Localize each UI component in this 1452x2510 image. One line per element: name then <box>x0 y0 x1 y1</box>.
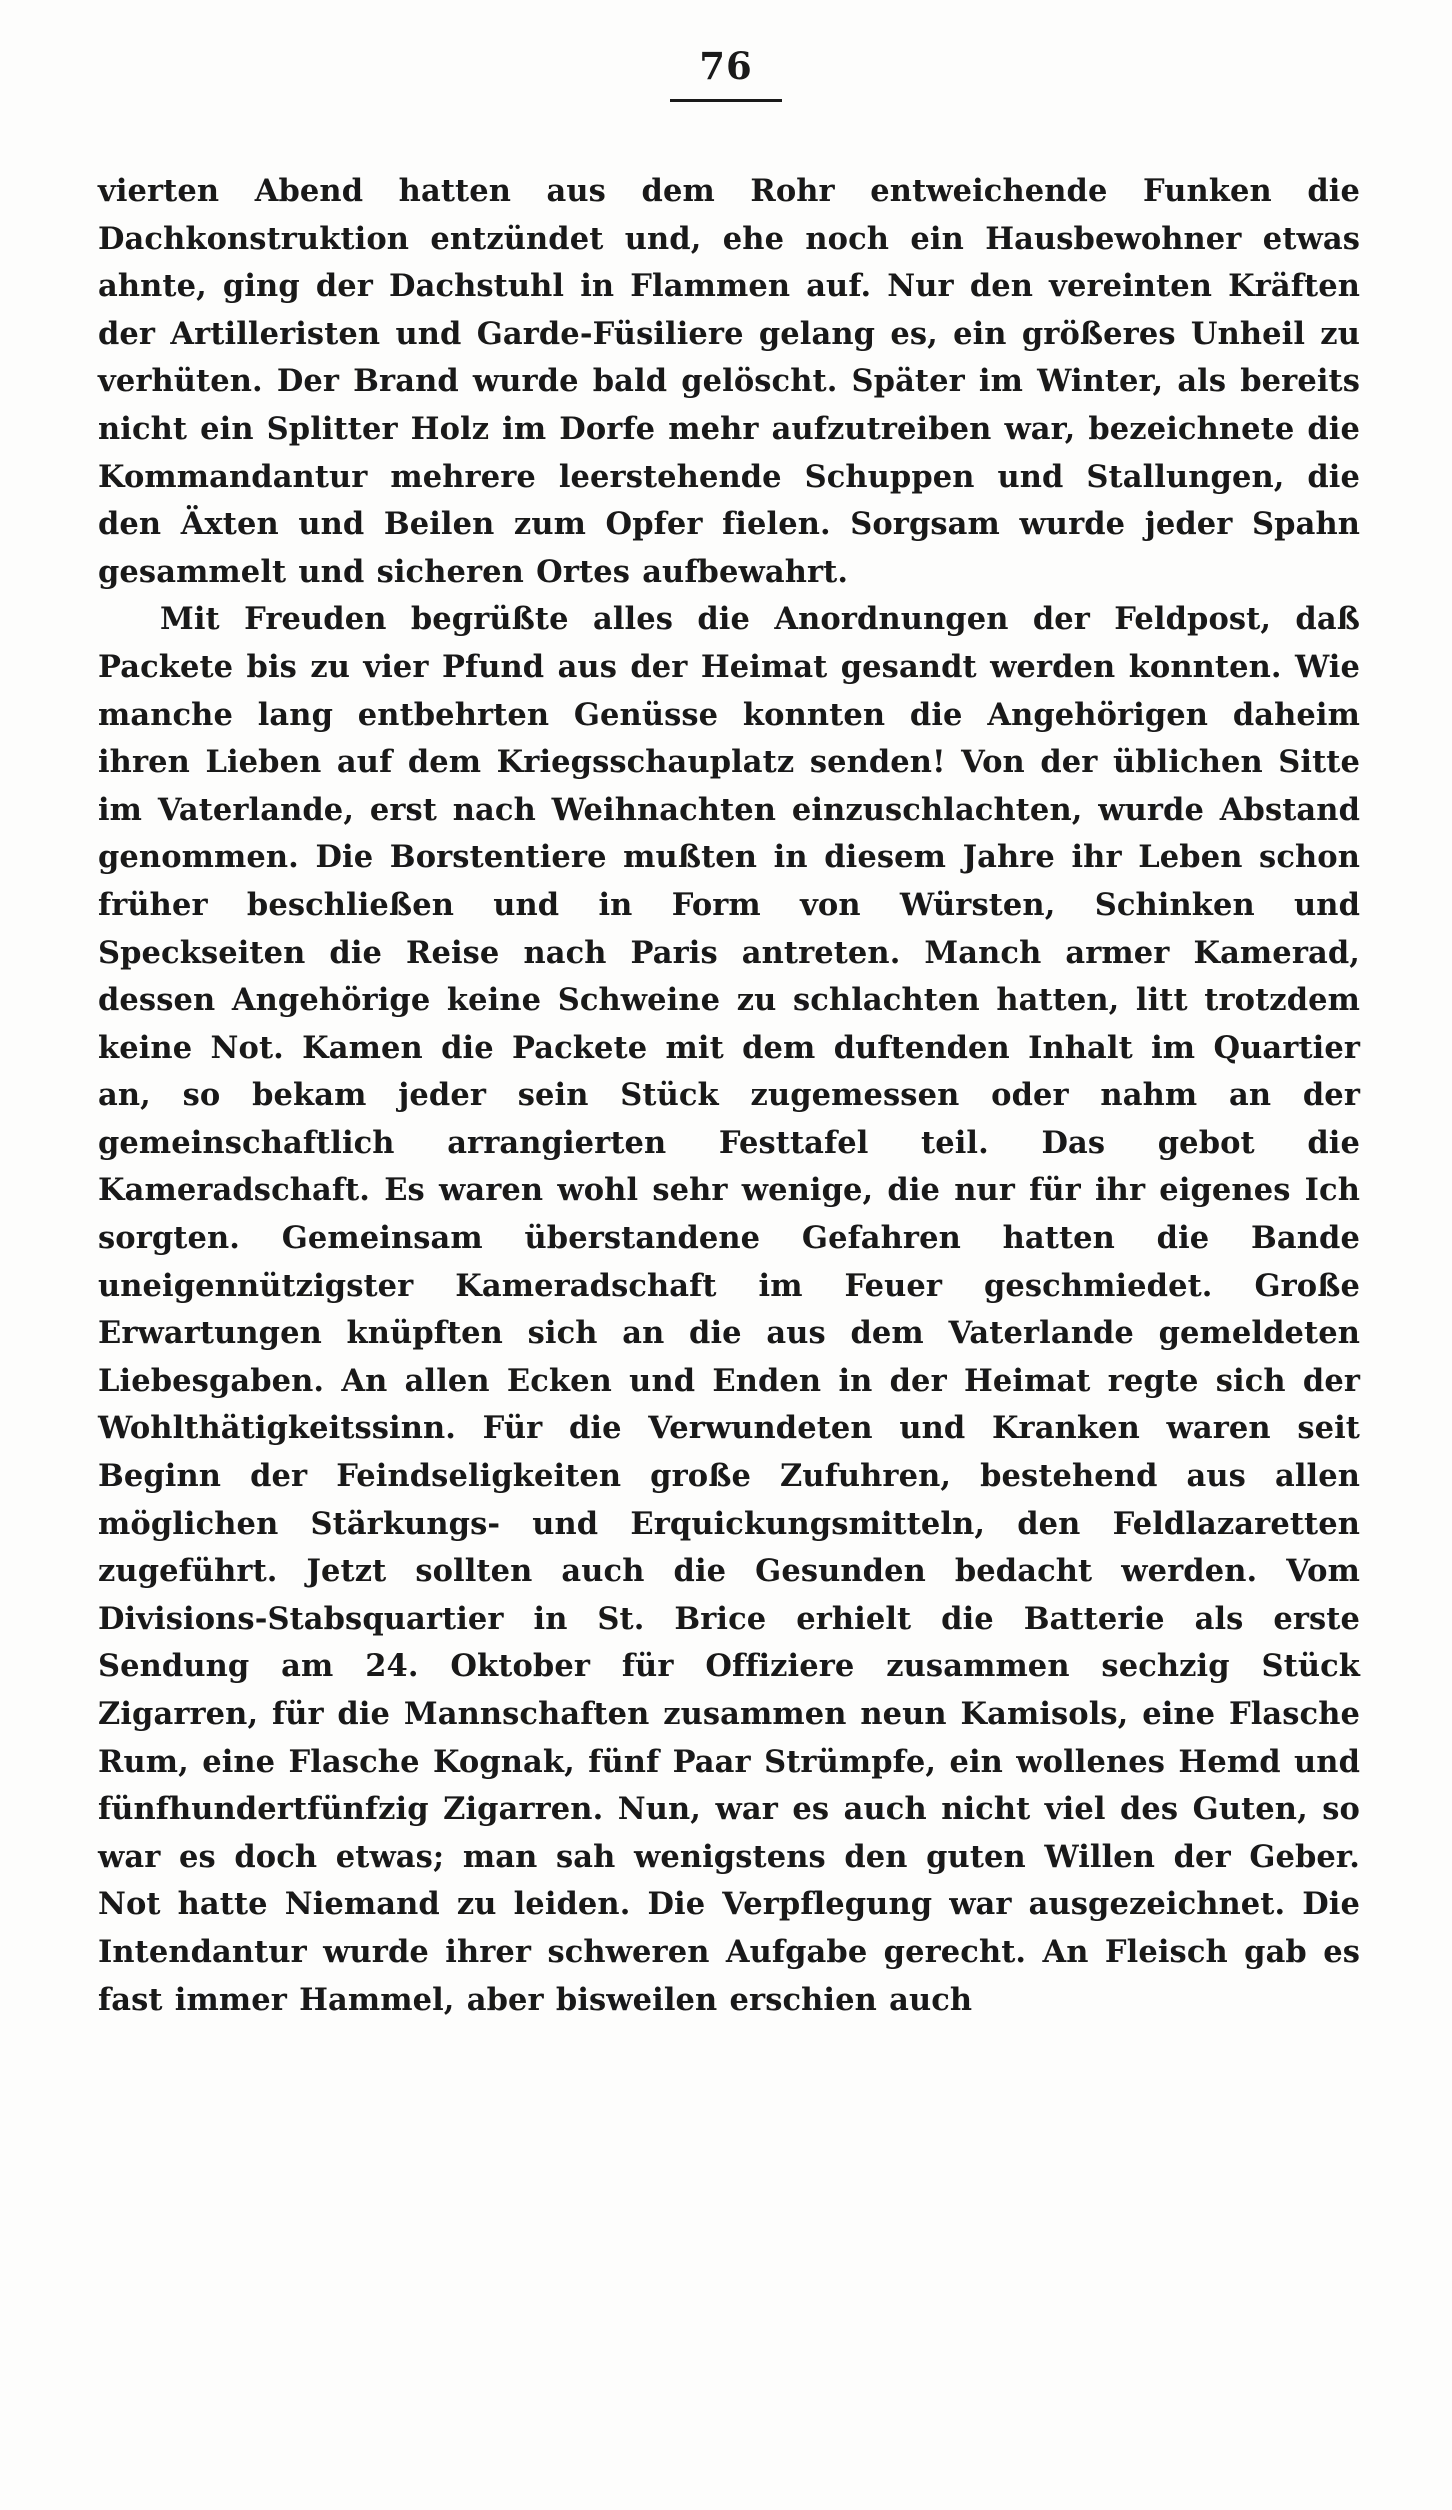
paragraph: Mit Freuden begrüßte alles die Anordnungen der Feldpost, daß Packete bis zu vier Pfund aus der Heimat gesandt werden konnten. Wie manche lang entbehrten Genüsse konnten die Angehörigen daheim ihren Lieben auf dem Kriegsschauplatz senden! Von der üblichen Sitte im Vaterlande, erst nach Weihnachten einzuschlachten, wurde Abstand genommen. Die Borstentiere mußten in diesem Jahre ihr Leben schon früher beschließen und in Form von Würsten, Schinken und Speckseiten die Reise nach Paris antreten. Manch armer Kamerad, dessen Angehörige keine Schweine zu schlachten hatten, litt trotzdem keine Not. Kamen die Packete mit dem duftenden Inhalt im Quartier an, so bekam jeder sein Stück zugemessen oder nahm an der gemeinschaftlich arrangierten Festtafel teil. Das gebot die Kameradschaft. Es waren wohl sehr wenige, die nur für ihr eigenes Ich sorgten. Gemeinsam überstandene Gefahren hatten die Bande uneigennützigster Kameradschaft im Feuer geschmiedet. Große Erwartungen knüpften sich an die aus dem Vaterlande gemeldeten Liebesgaben. An allen Ecken und Enden in der Heimat regte sich der Wohlthätigkeitssinn. Für die Verwundeten und Kranken waren seit Beginn der Feindseligkeiten große Zufuhren, bestehend aus allen möglichen Stärkungs- und Erquickungsmitteln, den Feldlazaretten zugeführt. Jetzt sollten auch die Gesunden bedacht werden. Vom Divisions-Stabsquartier in St. Brice erhielt die Batterie als erste Sendung am 24. Oktober für Offiziere zusammen sechzig Stück Zigarren, für die Mannschaften zusammen neun Kamisols, eine Flasche Rum, eine Flasche Kognak, fünf Paar Strümpfe, ein wollenes Hemd und fünfhundertfünfzig Zigarren. Nun, war es auch nicht viel des Guten, so war es doch etwas; man sah wenigstens den guten Willen der Geber. Not hatte Niemand zu leiden. Die Verpflegung war ausgezeichnet. Die Intendantur wurde ihrer schweren Aufgabe gerecht. An Fleisch gab es fast immer Hammel, aber bisweilen erschien auch <box>98 601 1360 2018</box>
header-divider <box>670 99 782 102</box>
paragraph: vierten Abend hatten aus dem Rohr entweichende Funken die Dachkonstruktion entzündet und, ehe noch ein Hausbewohner etwas ahnte, ging der Dachstuhl in Flammen auf. Nur den vereinten Kräften der Artilleristen und Garde-Füsiliere gelang es, ein größeres Unheil zu verhüten. Der Brand wurde bald gelöscht. Später im Winter, als bereits nicht ein Splitter Holz im Dorfe mehr aufzutreiben war, bezeichnete die Kommandantur mehrere leerstehende Schuppen und Stallungen, die den Äxten und Beilen zum Opfer fielen. Sorgsam wurde jeder Spahn gesammelt und sicheren Ortes aufbewahrt. <box>98 173 1360 590</box>
page-number: 76 <box>699 44 753 88</box>
page-header <box>0 44 1452 102</box>
page-body <box>98 168 1360 2024</box>
